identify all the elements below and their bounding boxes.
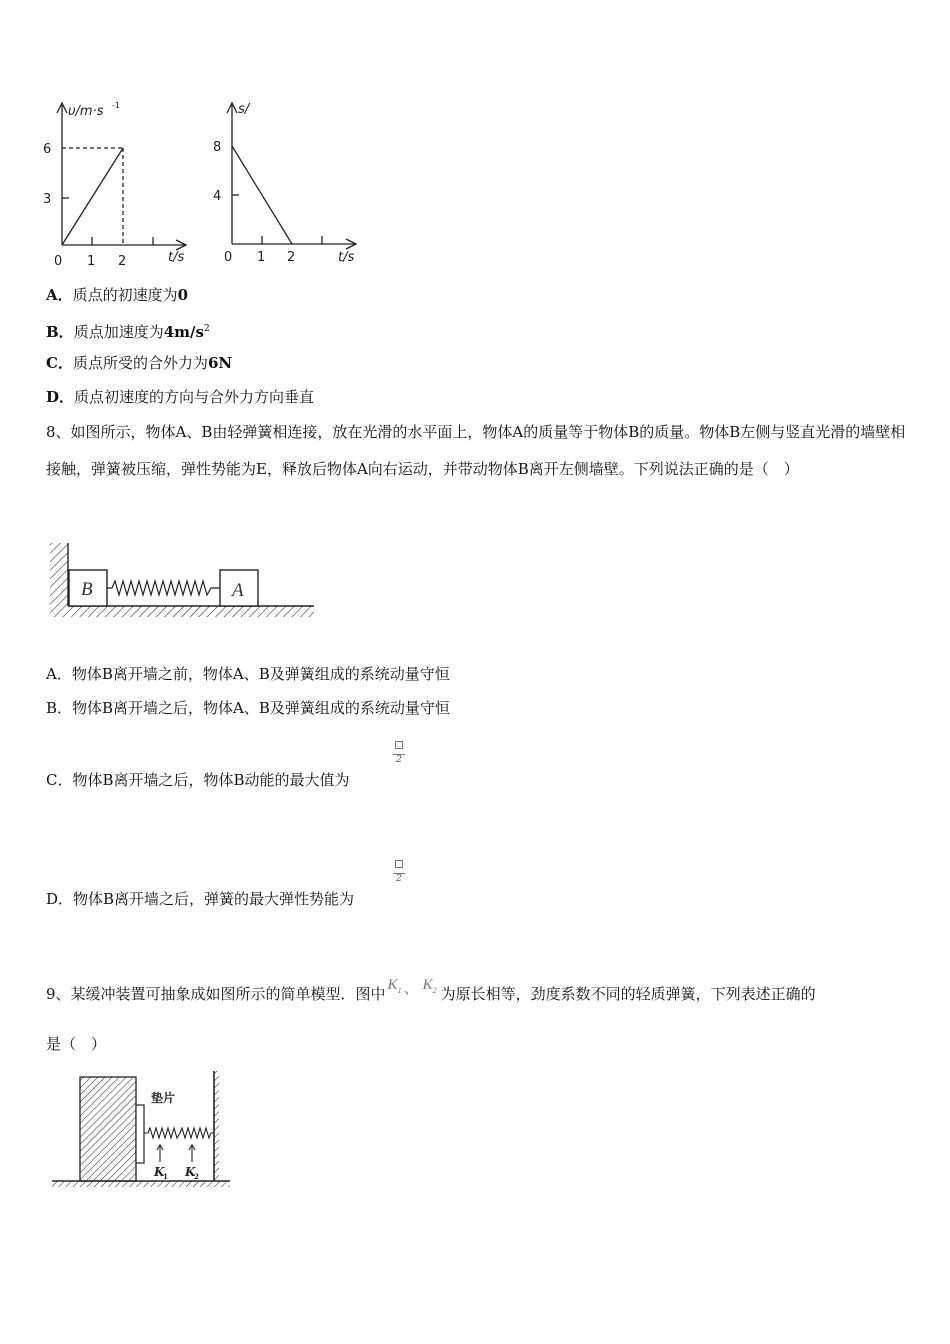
- floor-hatch: [52, 1181, 230, 1187]
- q9-stem-line1: 9、某缓冲装置可抽象成如图所示的简单模型．图中 $K_1$ 、 $K_2$ 为原长相等，劲度系数不同的轻质弹簧，下列表述正确的: [46, 977, 816, 1003]
- vt-x-tick-label: 0: [54, 254, 63, 269]
- vt-y-tick-label: 6: [43, 142, 52, 157]
- spring-k1: [144, 1128, 180, 1138]
- vt-y-tick-label: 3: [43, 192, 52, 207]
- vt-x-label: t/s: [168, 250, 185, 265]
- q8-c-fraction: 2: [393, 741, 405, 765]
- block-a-label: A: [232, 580, 244, 601]
- k1-label: K: [154, 1165, 165, 1179]
- q8-option-d: D．物体B离开墙之后，弹簧的最大弹性势能为: [46, 890, 355, 908]
- st-x-tick-label: 0: [224, 250, 233, 265]
- vt-series-line: [62, 148, 123, 245]
- st-series-line: [232, 146, 292, 244]
- q7-option-b: B．质点加速度为$4m/s^2$: [46, 323, 210, 341]
- wall-hatch: [50, 543, 68, 617]
- spring-k2: [180, 1128, 214, 1138]
- q8-stem: 8、如图所示，物体A、B由轻弹簧相连接，放在光滑的水平面上，物体A的质量等于物体B的质量。物体B左侧与竖直光滑的墙壁相接触，弹簧被压缩，弹性势能为E，释放后物体A向右运动，并带动物体B离开左侧墙壁。下列说法正确的是（ ）: [46, 423, 906, 478]
- q7-option-c: C．质点所受的合外力为6N: [46, 354, 233, 372]
- q9-stem-line2: 是（ ）: [46, 1035, 107, 1053]
- k2-label-sub: 2: [194, 1172, 199, 1181]
- floor-hatch: [68, 606, 314, 617]
- k1-symbol: $K_1$: [387, 977, 402, 995]
- st-y-label: s/: [238, 102, 250, 117]
- velocity-time-graph: [38, 95, 198, 270]
- k2-label: K: [185, 1165, 196, 1179]
- q8-spring-figure: [46, 540, 318, 622]
- pad-label: 垫片: [151, 1091, 176, 1105]
- block-b-label: B: [81, 579, 93, 600]
- displacement-time-graph: [210, 95, 370, 270]
- pad-plate: [136, 1105, 144, 1163]
- vt-y-label-exp: -1: [112, 101, 120, 110]
- k2-symbol: $K_2$: [422, 977, 437, 995]
- q9-buffer-figure: [50, 1068, 235, 1192]
- right-wall-hatch: [214, 1071, 219, 1181]
- st-y-tick-label: 4: [213, 189, 222, 204]
- vt-x-tick-label: 2: [118, 254, 127, 269]
- q7-option-d: D．质点初速度的方向与合外力方向垂直: [46, 388, 315, 406]
- buffer-block: [80, 1077, 136, 1181]
- compressed-spring: [107, 581, 220, 595]
- missing-formula-box: [395, 741, 403, 749]
- st-x-tick-label: 2: [287, 250, 296, 265]
- st-y-tick-label: 8: [213, 140, 222, 155]
- st-x-label: t/s: [338, 250, 355, 265]
- st-x-tick-label: 1: [257, 250, 266, 265]
- q7-option-a: A．质点的初速度为0: [46, 286, 189, 304]
- q8-option-a: A．物体B离开墙之前，物体A、B及弹簧组成的系统动量守恒: [46, 665, 450, 683]
- vt-y-label: υ/m·s: [68, 104, 104, 119]
- k1-label-sub: 1: [163, 1172, 168, 1181]
- q8-option-b: B．物体B离开墙之后，物体A、B及弹簧组成的系统动量守恒: [46, 699, 450, 717]
- missing-formula-box: [395, 860, 403, 868]
- q8-d-fraction: 2: [393, 860, 405, 884]
- vt-x-tick-label: 1: [87, 254, 96, 269]
- q8-option-c: C．物体B离开墙之后，物体B动能的最大值为: [46, 771, 350, 789]
